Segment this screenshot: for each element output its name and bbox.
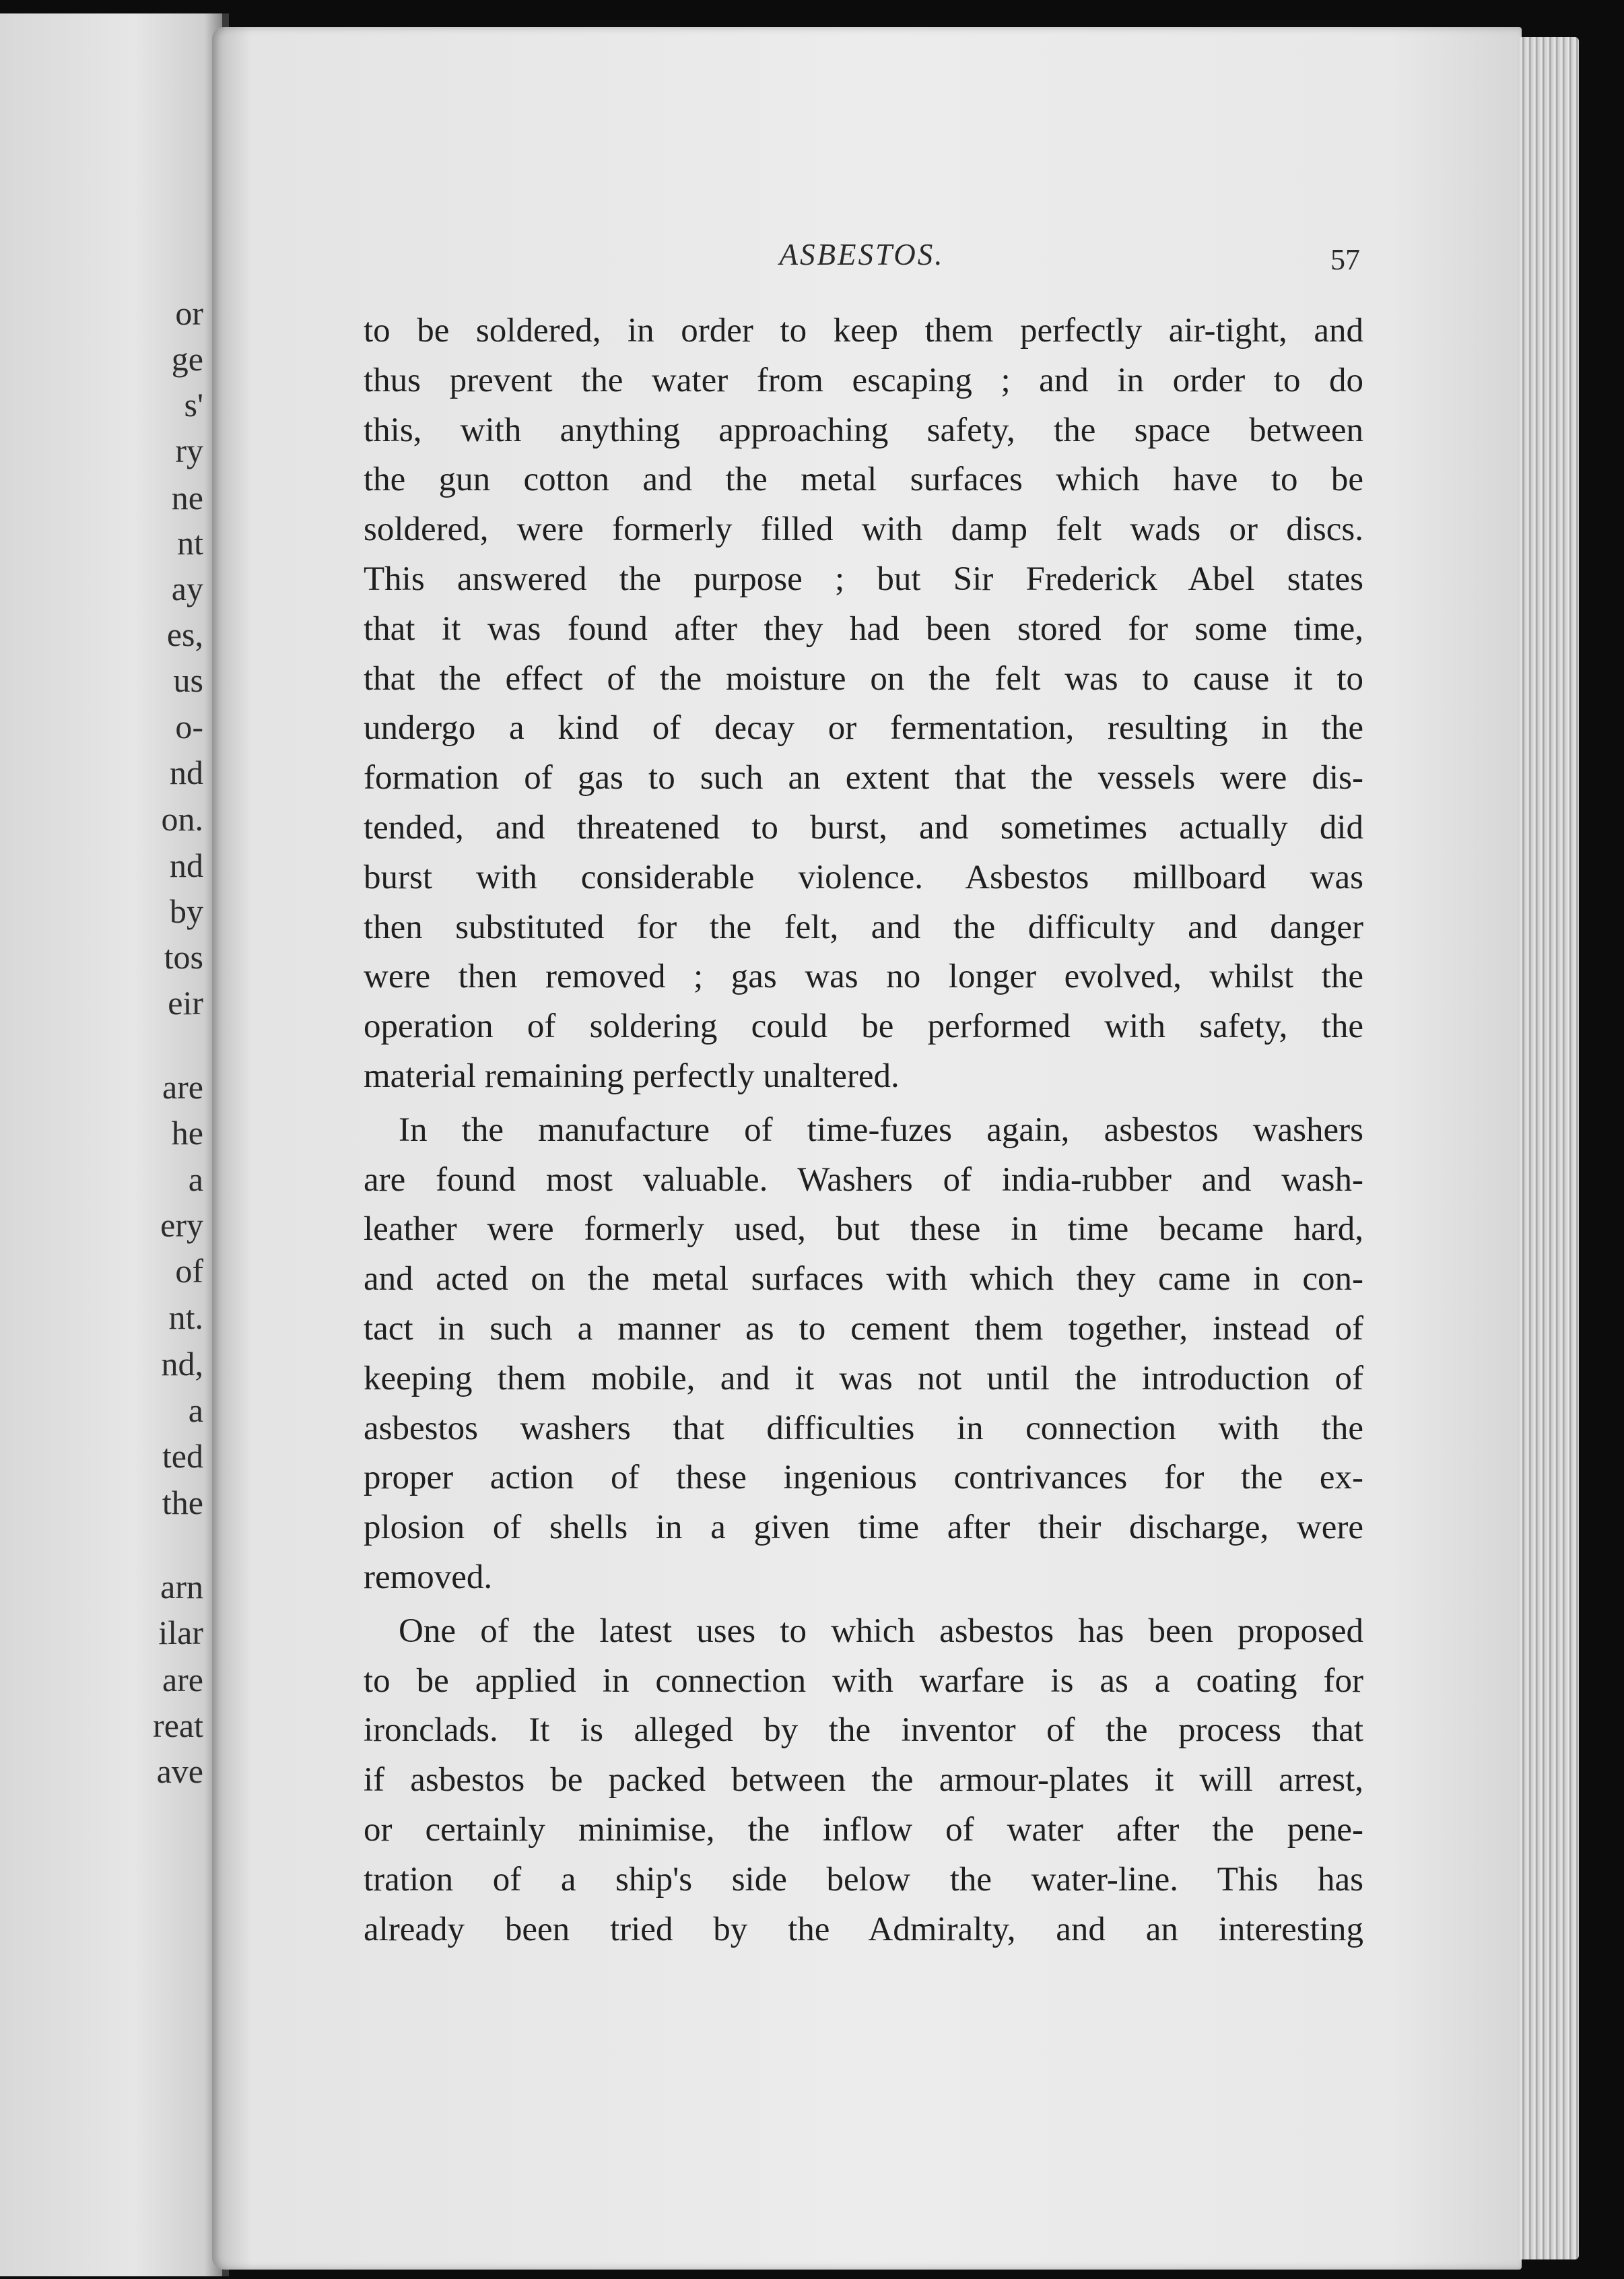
text-line: undergo a kind of decay or fermentation, resulting in the — [364, 709, 1363, 748]
facing-page-fragment: ge — [171, 340, 203, 378]
text-line: if asbestos be packed between the armour-plates it will arrest, — [364, 1761, 1363, 1799]
facing-page-fragment: ery — [160, 1206, 203, 1244]
facing-page-fragment: es, — [166, 616, 203, 653]
text-line: In the manufacture of time-fuzes again, asbestos washers — [399, 1111, 1363, 1149]
text-line: plosion of shells in a given time after their discharge, were — [364, 1509, 1363, 1547]
facing-page-fragment: ne — [171, 479, 203, 517]
text-line: thus prevent the water from escaping ; and in order to do — [364, 361, 1363, 399]
body-text — [364, 306, 1363, 1954]
facing-page-fragment: o- — [175, 708, 203, 746]
facing-page-fragment: nt — [177, 524, 203, 562]
facing-page-fragment: nt. — [168, 1298, 203, 1336]
text-line: One of the latest uses to which asbestos has been proposed — [399, 1612, 1363, 1650]
text-line: material remaining perfectly unaltered. — [364, 1057, 900, 1095]
facing-page-fragment: the — [162, 1484, 203, 1521]
facing-page-fragment: of — [175, 1252, 203, 1290]
facing-page-fragment: s' — [184, 386, 203, 424]
text-line: that it was found after they had been stored for some time, — [364, 609, 1363, 648]
text-line: removed. — [364, 1558, 493, 1596]
text-line: that the effect of the moisture on the felt was to cause it to — [364, 659, 1363, 698]
facing-page-fragment: nd, — [161, 1345, 203, 1383]
facing-page-fragment: are — [162, 1068, 203, 1106]
facing-page-fragment: ry — [175, 432, 203, 469]
text-line: leather were formerly used, but these in time became hard, — [364, 1210, 1363, 1249]
facing-page-fragment: or — [175, 294, 203, 332]
text-line: burst with considerable violence. Asbestos millboard was — [364, 858, 1363, 896]
text-line: were then removed ; gas was no longer evolved, whilst the — [364, 958, 1363, 996]
page-stack-edges — [1518, 37, 1579, 2259]
facing-page-fragment: ilar — [158, 1614, 203, 1651]
text-line: formation of gas to such an extent that the vessels were dis- — [364, 759, 1363, 797]
text-line: this, with anything approaching safety, the space between — [364, 411, 1363, 449]
text-line: or certainly minimise, the inflow of water after the pene- — [364, 1810, 1363, 1849]
text-line: tended, and threatened to burst, and sometimes actually did — [364, 808, 1363, 847]
facing-page-fragment: he — [171, 1114, 203, 1152]
text-line: then substituted for the felt, and the difficulty and danger — [364, 908, 1363, 946]
text-line: the gun cotton and the metal surfaces which have to be — [364, 461, 1363, 499]
facing-page-fragment: reat — [153, 1707, 203, 1744]
facing-page-fragment: eir — [168, 984, 203, 1022]
facing-page-fragment: a — [188, 1391, 203, 1429]
facing-page-edge — [0, 13, 222, 2276]
text-line: already been tried by the Admiralty, and an interesting — [364, 1910, 1363, 1948]
text-line: operation of soldering could be performed with safety, the — [364, 1008, 1363, 1046]
facing-page-fragment: arn — [160, 1568, 203, 1606]
facing-page-fragment: are — [162, 1661, 203, 1698]
text-line: tact in such a manner as to cement them together, instead of — [364, 1309, 1363, 1348]
text-line: tration of a ship's side below the water-line. This has — [364, 1860, 1363, 1898]
page-header — [364, 222, 1360, 290]
text-line: and acted on the metal surfaces with which they came in con- — [364, 1260, 1363, 1298]
facing-page-fragment: nd — [170, 847, 203, 884]
text-line: are found most valuable. Washers of india-rubber and wash- — [364, 1160, 1363, 1199]
facing-page-fragment: ted — [162, 1437, 203, 1475]
facing-page-fragment: by — [170, 892, 203, 930]
text-line: soldered, were formerly filled with damp felt wads or discs. — [364, 510, 1363, 549]
text-line: to be applied in connection with warfare is as a coating for — [364, 1661, 1363, 1700]
facing-page-fragment: us — [173, 661, 203, 699]
running-title: ASBESTOS. — [779, 238, 945, 271]
facing-page-fragment: on. — [161, 800, 203, 838]
text-line: asbestos washers that difficulties in connection with the — [364, 1409, 1363, 1447]
text-line: proper action of these ingenious contrivances for the ex- — [364, 1459, 1363, 1497]
facing-page-fragment: nd — [170, 754, 203, 791]
text-line: keeping them mobile, and it was not until the introduction of — [364, 1359, 1363, 1397]
facing-page-fragment: tos — [164, 938, 203, 976]
page-number: 57 — [1330, 243, 1360, 276]
text-line: This answered the purpose ; but Sir Frederick Abel states — [364, 560, 1363, 598]
facing-page-fragment: a — [188, 1160, 203, 1198]
text-line: ironclads. It is alleged by the inventor of the process that — [364, 1711, 1363, 1750]
facing-page-fragment: ay — [171, 570, 203, 607]
facing-page-fragment: ave — [156, 1752, 203, 1790]
text-line: to be soldered, in order to keep them perfectly air-tight, and — [364, 312, 1363, 350]
